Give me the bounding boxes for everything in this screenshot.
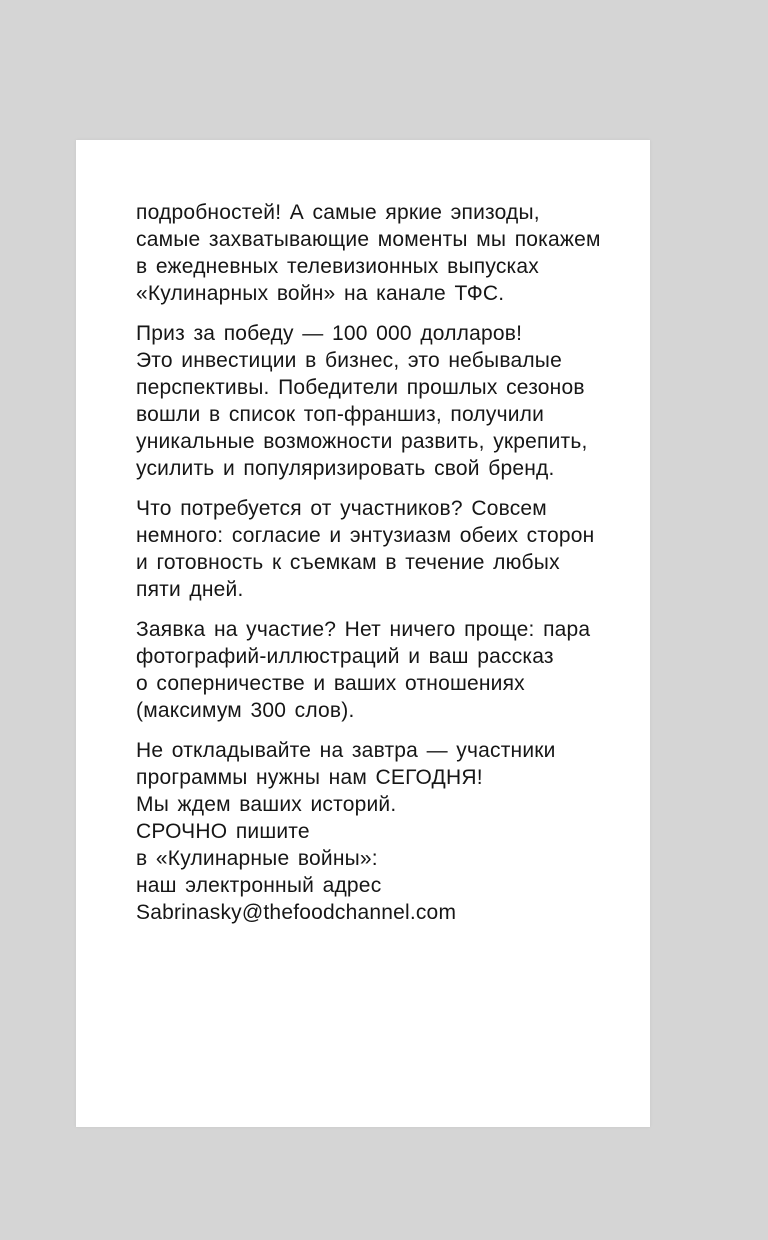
text-line: Заявка на участие? Нет ничего проще: пара — [136, 618, 591, 641]
text-line: самые захватывающие моменты мы покажем — [136, 228, 601, 251]
paragraph — [136, 320, 596, 482]
text-line: Мы ждем ваших историй. — [136, 793, 397, 816]
text-line: уникальные возможности развить, укрепить, — [136, 430, 588, 453]
text-line: Что потребуется от участников? Совсем — [136, 497, 547, 520]
text-line: подробностей! А самые яркие эпизоды, — [136, 201, 540, 224]
text-line: фотографий-иллюстраций и ваш рассказ — [136, 645, 554, 668]
text-line: программы нужны нам СЕГОДНЯ! — [136, 766, 483, 789]
text-line: усилить и популяризировать свой бренд. — [136, 457, 555, 480]
text-line: пяти дней. — [136, 578, 244, 601]
text-line: СРОЧНО пишите — [136, 820, 310, 843]
text-line: в «Кулинарные войны»: — [136, 847, 378, 870]
text-line: Не откладывайте на завтра — участники — [136, 739, 556, 762]
page-text-block — [136, 199, 601, 939]
book-page — [76, 140, 650, 1127]
text-line: и готовность к съемкам в течение любых — [136, 551, 560, 574]
text-line: Приз за победу — 100 000 долларов! — [136, 322, 523, 345]
paragraph — [136, 199, 601, 307]
text-line: (максимум 300 слов). — [136, 699, 355, 722]
text-line: «Кулинарных войн» на канале ТФС. — [136, 282, 505, 305]
text-line: вошли в список топ-франшиз, получили — [136, 403, 545, 426]
paragraph — [136, 616, 596, 724]
email-address: Sabrinasky@thefoodchannel.com — [136, 901, 457, 924]
paragraph — [136, 495, 596, 603]
text-line: в ежедневных телевизионных выпусках — [136, 255, 539, 278]
paragraph — [136, 737, 596, 926]
text-line: о соперничестве и ваших отношениях — [136, 672, 525, 695]
text-line: перспективы. Победители прошлых сезонов — [136, 376, 585, 399]
text-line: немного: согласие и энтузиазм обеих сторон — [136, 524, 595, 547]
text-line: наш электронный адрес — [136, 874, 382, 897]
text-line: Это инвестиции в бизнес, это небывалые — [136, 349, 562, 372]
